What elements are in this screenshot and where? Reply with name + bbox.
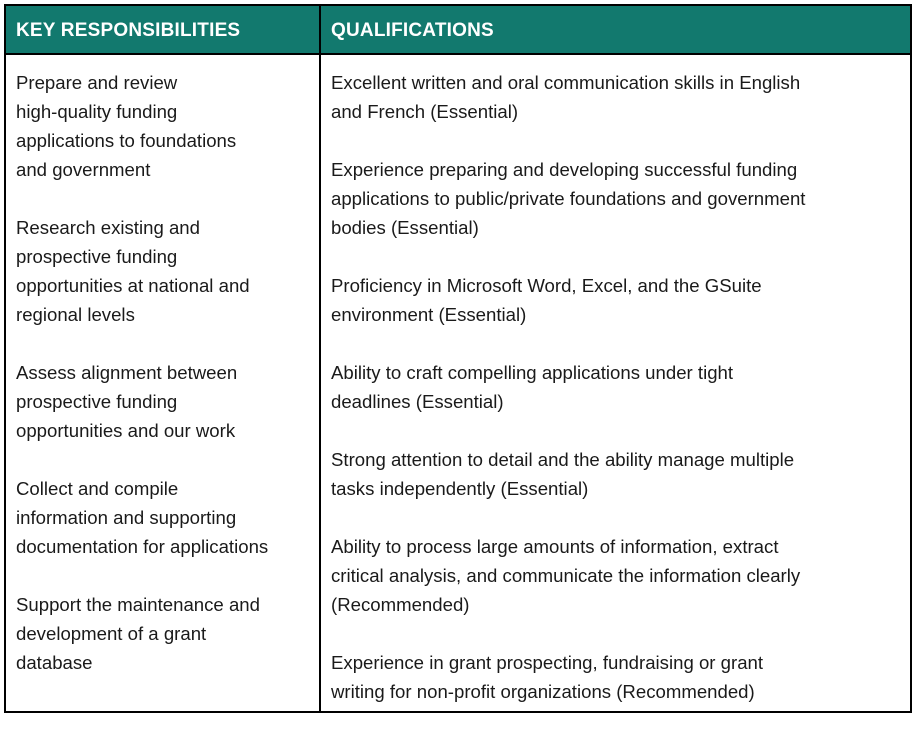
column-divider bbox=[319, 6, 321, 711]
header-key-responsibilities: KEY RESPONSIBILITIES bbox=[16, 20, 241, 41]
qualification-item: Experience in grant prospecting, fundraising or grant writing for non-profit organizations (Recommended) bbox=[331, 652, 764, 702]
qualification-item: Proficiency in Microsoft Word, Excel, and the GSuite environment (Essential) bbox=[331, 275, 762, 325]
responsibility-item: Assess alignment between prospective funding opportunities and our work bbox=[16, 362, 238, 441]
qualification-item: Experience preparing and developing successful funding applications to public/private foundations and government bodies (Essential) bbox=[331, 159, 806, 238]
qualification-item: Excellent written and oral communication skills in English and French (Essential) bbox=[331, 72, 801, 122]
qualification-item: Ability to process large amounts of information, extract critical analysis, and communicate the information clearly (Recommended) bbox=[331, 536, 801, 615]
responsibility-item: Prepare and review high-quality funding applications to foundations and government bbox=[16, 72, 237, 180]
table-header-row bbox=[6, 6, 910, 55]
qualification-item: Ability to craft compelling applications under tight deadlines (Essential) bbox=[331, 362, 734, 412]
responsibility-item: Support the maintenance and development of a grant database bbox=[16, 594, 260, 673]
responsibility-item: Collect and compile information and supporting documentation for applications bbox=[16, 478, 269, 557]
qualification-item: Strong attention to detail and the ability manage multiple tasks independently (Essential) bbox=[331, 449, 795, 499]
qualifications-column bbox=[331, 68, 901, 735]
responsibility-item: Research existing and prospective funding opportunities at national and regional levels bbox=[16, 217, 250, 325]
responsibilities-qualifications-table bbox=[4, 4, 912, 713]
responsibilities-column bbox=[16, 68, 316, 706]
header-qualifications: QUALIFICATIONS bbox=[331, 20, 494, 41]
